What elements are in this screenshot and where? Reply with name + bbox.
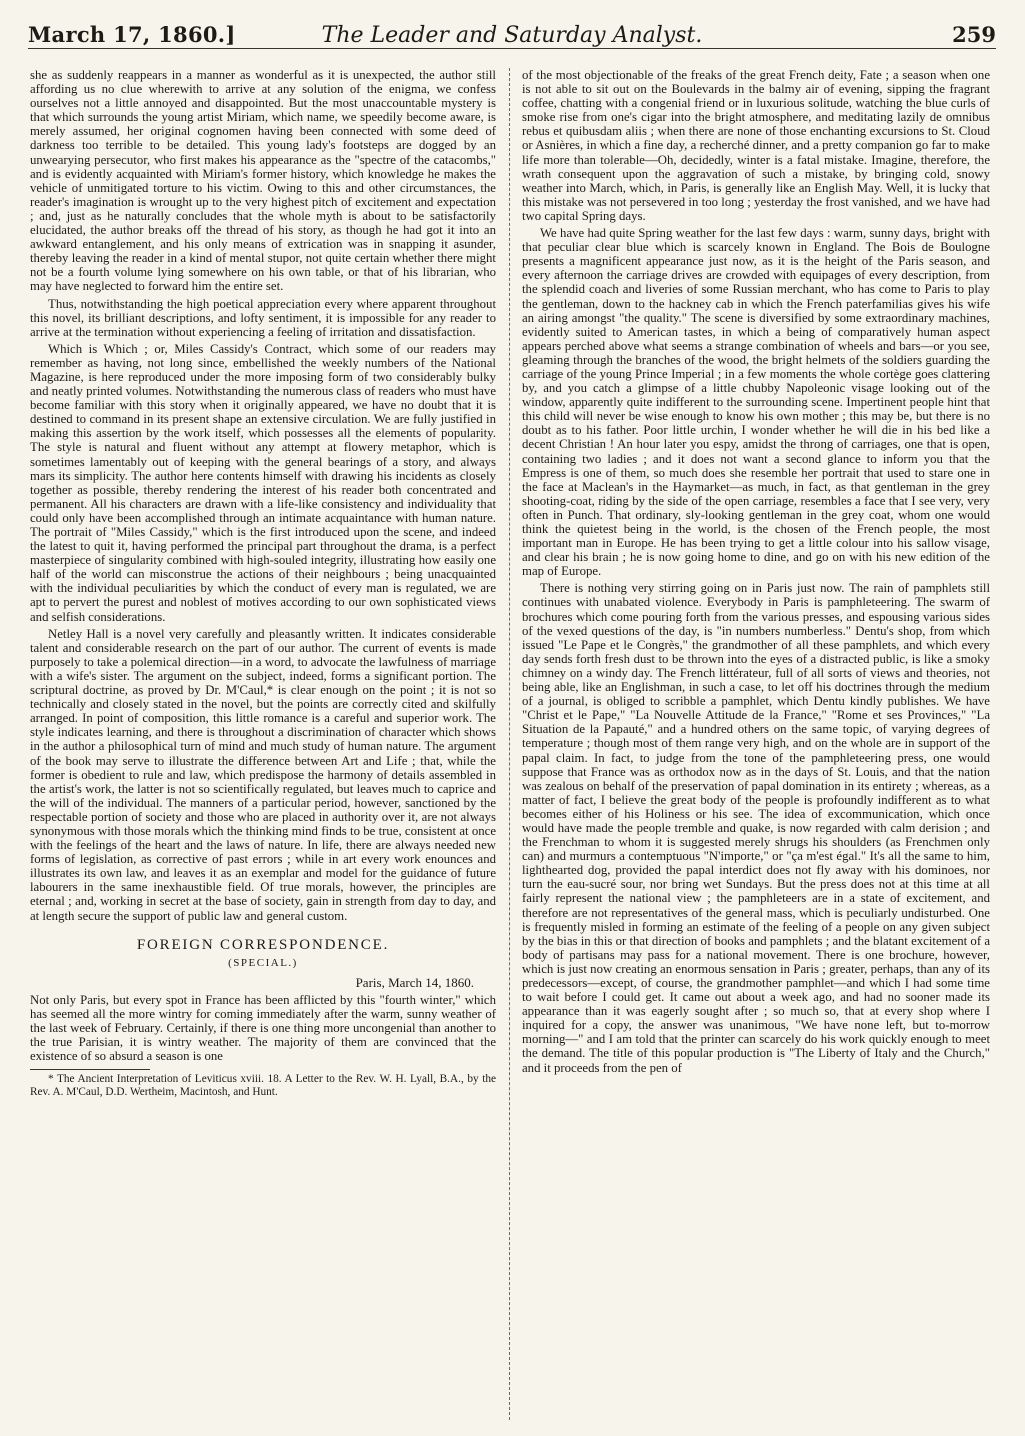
left-column (30, 68, 496, 1418)
issue-date: March 17, 1860.] (28, 22, 236, 47)
correspondence-paragraph: of the most objectionable of the freaks of the great French deity, Fate ; a season when one is not able to sit out on the Boulevards in the balmy air of evening, sipping the fragrant coffee, chatting with a congenial friend or in luxurious solitude, watching the blue curls of smoke rise from one's cigar into the bright atmosphere, and meditating lazily de omnibus rebus et quibusdam aliis ; when there are none of those enchanting excursions to St. Cloud or Asnières, in which a fine day, a recherché dinner, and a pretty companion go far to make life more than tolerable—Oh, decidedly, winter is a fatal mistake. Imagine, therefore, the wrath consequent upon the aggravation of such a mistake, by bringing cold, snowy weather into March, which, in Paris, is generally like an English May. Well, it is lucky that this mistake was not persevered in too long ; yesterday the frost vanished, and we have had two capital Spring days. (522, 68, 990, 223)
review-paragraph: she as suddenly reappears in a manner as wonderful as it is unexpected, the author still affording us no clue wherewith to arrive at any solution of the enigma, we confess ourselves not a little annoyed and disappointed. But the most unaccountable mystery is that which surrounds the young artist Miriam, which name, we speedily become aware, is merely assumed, her original cognomen having been connected with some deed of darkness too terrible to be detailed. This young lady's footsteps are dogged by an unwearying persecutor, who first makes his appearance as the "spectre of the catacombs," and is evidently acquainted with Miriam's former history, which knowledge he makes the vehicle of unmitigated torture to his victim. Owing to this and other circumstances, the reader's imagination is wrought up to the very highest pitch of excitement and expectation ; and, just as he naturally concludes that the whole myth is about to be satisfactorily elucidated, the author breaks off the thread of his story, as though he had got it into an awkward entanglement, and his only means of extrication was in snapping it asunder, thereby leaving the reader in a kind of mental stupor, not quite certain whether there might not be a fourth volume lying somewhere on his own table, or that of his librarian, who may have neglected to forward him the entire set. (30, 68, 496, 294)
correspondence-paragraph: Not only Paris, but every spot in France has been afflicted by this "fourth winter," which has seemed all the more wintry for coming immediately after the warm, sunny weather of the last week of February. Certainly, if there is one thing more uncongenial than another to the true Parisian, it is wintry weather. The majority of them are convinced that the existence of so absurd a season is one (30, 992, 496, 1063)
dateline: Paris, March 14, 1860. (355, 974, 474, 990)
review-paragraph: Which is Which ; or, Miles Cassidy's Contract, which some of our readers may remember as having, not long since, embellished the weekly numbers of the National Magazine, is here reproduced under the more imposing form of two considerably bulky and neatly printed volumes. Notwithstanding the numerous class of readers who must have become familiar with this story when it originally appeared, we have no doubt that it is destined to command in its present shape an extensive circulation. We are fully justified in making this assertion by the work itself, which possesses all the elements of popularity. The style is natural and fluent without any attempt at flowery metaphor, which is sometimes lamentably out of keeping with the general bearings of a story, and always mars its simplicity. The author here contents himself with drawing his incidents as closely together as possible, thereby rendering the interest of his reader both concentrated and permanent. All his characters are drawn with a life-like consistency and individuality that could only have been accomplished through an intimate acquaintance with human nature. The portrait of "Miles Cassidy," which is the first introduced upon the scene, and indeed the latest to quit it, having performed the principal part throughout the drama, is a perfect masterpiece of singularity combined with high-souled integrity, illustrating how easily one half of the world can misconstrue the actions of their neighbours ; being unacquainted with the individual peculiarities by which the conduct of every man is regulated, we are apt to pervert the purest and noblest of motives according to our own sophisticated views and selfish considerations. (30, 341, 496, 624)
publication-title: The Leader and Saturday Analyst. (321, 23, 703, 48)
footnote: * The Ancient Interpretation of Leviticus xviii. 18. A Letter to the Rev. W. H. Lyall, B.A., by the Rev. A. M'Caul, D.D. Wertheim, Macintosh, and Hunt. (30, 1073, 496, 1098)
section-subtitle: (SPECIAL.) (228, 956, 298, 969)
page-number: 259 (952, 22, 996, 47)
review-paragraph: Thus, notwithstanding the high poetical appreciation every where apparent throughout this novel, its brilliant descriptions, and lofty sentiment, it is impossible for any reader to arrive at the termination without experiencing a feeling of irritation and dissatisfaction. (30, 296, 496, 339)
column-divider (509, 68, 510, 1420)
correspondence-paragraph: We have had quite Spring weather for the last few days : warm, sunny days, bright with that peculiar clear blue which is scarcely known in England. The Bois de Boulogne presents a magnificent appearance just now, as it is the height of the Paris season, and every afternoon the carriage drives are crowded with equipages of every description, from the splendid coach and liveries of some Russian merchant, who has come to Paris to play the gentleman, down to the hackney cab in which the French paterfamilias gives his wife an airing amongst "the quality." The scene is diversified by some extraordinary machines, evidently suited to American tastes, in which a being of comparatively human aspect appears perched above what seems a strange combination of wheels and bars—or you see, gleaming through the branches of the wood, the bright helmets of the soldiers guarding the carriage of the young Prince Imperial ; in a few moments the whole cortège goes clattering by, and you catch a glimpse of a little chubby Napoleonic visage looking out of the window, apparently quite indifferent to the surrounding scene. Impertinent people hint that this child will never be wise enough to know his own mother ; this may be, but there is no doubt as to his father. Poor little urchin, I wonder whether he will die in his bed like a decent Christian ! An hour later you espy, amidst the throng of carriages, one that is open, containing two ladies ; and it does not want a second glance to inform you that the Empress is one of them, so much does she resemble her portrait that used to stare one in the face at Maclean's in the Haymarket—as much, in fact, as that gentleman in the grey shooting-coat, riding by the side of the open carriage, resembles a face that I see very, very often in Punch. That ordinary, sly-looking gentleman in the grey coat, whom one would think the quietest being in the world, is the chosen of the French people, the most important man in Europe. He has been trying to get a little colour into his sallow visage, and clear his brain ; he is now going home to dine, and go on with his new edition of the map of Europe. (522, 226, 990, 579)
right-column (522, 68, 990, 1418)
footnote-divider (30, 1069, 150, 1070)
page-header (28, 18, 996, 49)
correspondence-paragraph: There is nothing very stirring going on in Paris just now. The rain of pamphlets still continues with unabated violence. Everybody in Paris is pamphleteering. The swarm of brochures which come pouring forth from the various presses, and espousing various sides of the vexed questions of the day, is "in numbers numberless." Dentu's shop, from which issued "Le Pape et le Congrès," the grandmother of all these pamphlets, and which every day sends forth fresh dust to be thrown into the eyes of a distracted public, is like a smoky chimney on a windy day. The French littérateur, full of all sorts of views and theories, not being able, like an Englishman, in such a case, to let off his doctrines through the medium of a journal, is obliged to scribble a pamphlet, which Dentu kindly publishes. We have "Christ et le Pape," "La Nouvelle Attitude de la France," "Rome et ses Provinces," "La Situation de la Papauté," and a hundred others on the same topic, of varying degrees of temperature ; though most of them range very high, and on the whole are in support of the papal claim. In fact, to judge from the tone of the pamphleteering press, one would suppose that France was as orthodox now as in the days of St. Louis, and that the nation was zealous on behalf of the preservation of papal domination in its entirety ; whereas, as a matter of fact, I believe the great body of the people is profoundly indifferent as to what becomes either of his Holiness or his see. The idea of excommunication, which once would have made the people tremble and quake, is now regarded with calm derision ; and the Frenchman to whom it is suggested merely shrugs his shoulders (as Frenchmen only can) and murmurs a contemptuous "N'importe," or "ça m'est égal." It's all the same to him, lighthearted dog, provided the papal interdict does not fly away with his dominoes, nor turn the eau-sucré sour, nor bring wet Sundays. But the press does not at this time at all fairly represent the national view ; the pamphleteers are in a state of excitement, and therefore are not representatives of the general mass, which is peculiarly undisturbed. One is frequently misled in forming an estimate of the feeling of a people on any given subject by the bias in this or that direction of books and pamphlets ; and the blatant excitement of a body of partisans may pass for a national movement. There is one brochure, however, which is just now creating an enormous sensation in Paris ; greater, perhaps, than any of its predecessors—except, of course, the grandmother pamphlet—and which I had some time to wait before I could get. It came out about a week ago, and had no sooner made its appearance than it was eagerly sought after ; so much so, that at every shop where I inquired for a copy, the answer was unanimous, "We have none left, but to-morrow morning—" and I am told that the printer can scarcely do his work quickly enough to meet the demand. The title of this popular production is "The Liberty of Italy and the Church," and it proceeds from the pen of (522, 581, 990, 1075)
section-title: FOREIGN CORRESPONDENCE. (136, 936, 390, 953)
review-paragraph: Netley Hall is a novel very carefully and pleasantly written. It indicates considerable talent and considerable research on the part of our author. The current of events is made purposely to take a polemical direction—in a word, to advocate the lawfulness of marriage with a wife's sister. The argument on the subject, indeed, forms a significant portion. The scriptural doctrine, as proved by Dr. M'Caul,* is clear enough on the point ; it is not so technically and closely stated in the novel, but the points are correctly cited and skilfully arranged. In point of composition, this little romance is a careful and superior work. The style indicates learning, and there is throughout a discrimination of character which shows in the author a philosophical turn of mind and much study of human nature. The argument of the book may serve to illustrate the difference between Art and Life ; that, while the former is obedient to rule and law, which predispose the harmony of details assembled in the artist's work, the latter is not so scientifically regulated, but leaves much to caprice and the will of the individual. The manners of a particular period, however, sanctioned by the respectable portion of society and those who are placed in authority over it, are not always synonymous with those morals which the thinking mind finds to be true, consistent at once with the feelings of the heart and the laws of nature. In life, there are always needed new forms of legislation, as corrective of past errors ; while in art every work enounces and illustrates its own law, and leaves it as an exemplar and model for the guidance of future labourers in the same inexhaustible field. Of true morals, however, the principles are eternal ; and, working in secret at the base of society, gain in strength from day to day, and at length secure the support of public law and general custom. (30, 626, 496, 923)
